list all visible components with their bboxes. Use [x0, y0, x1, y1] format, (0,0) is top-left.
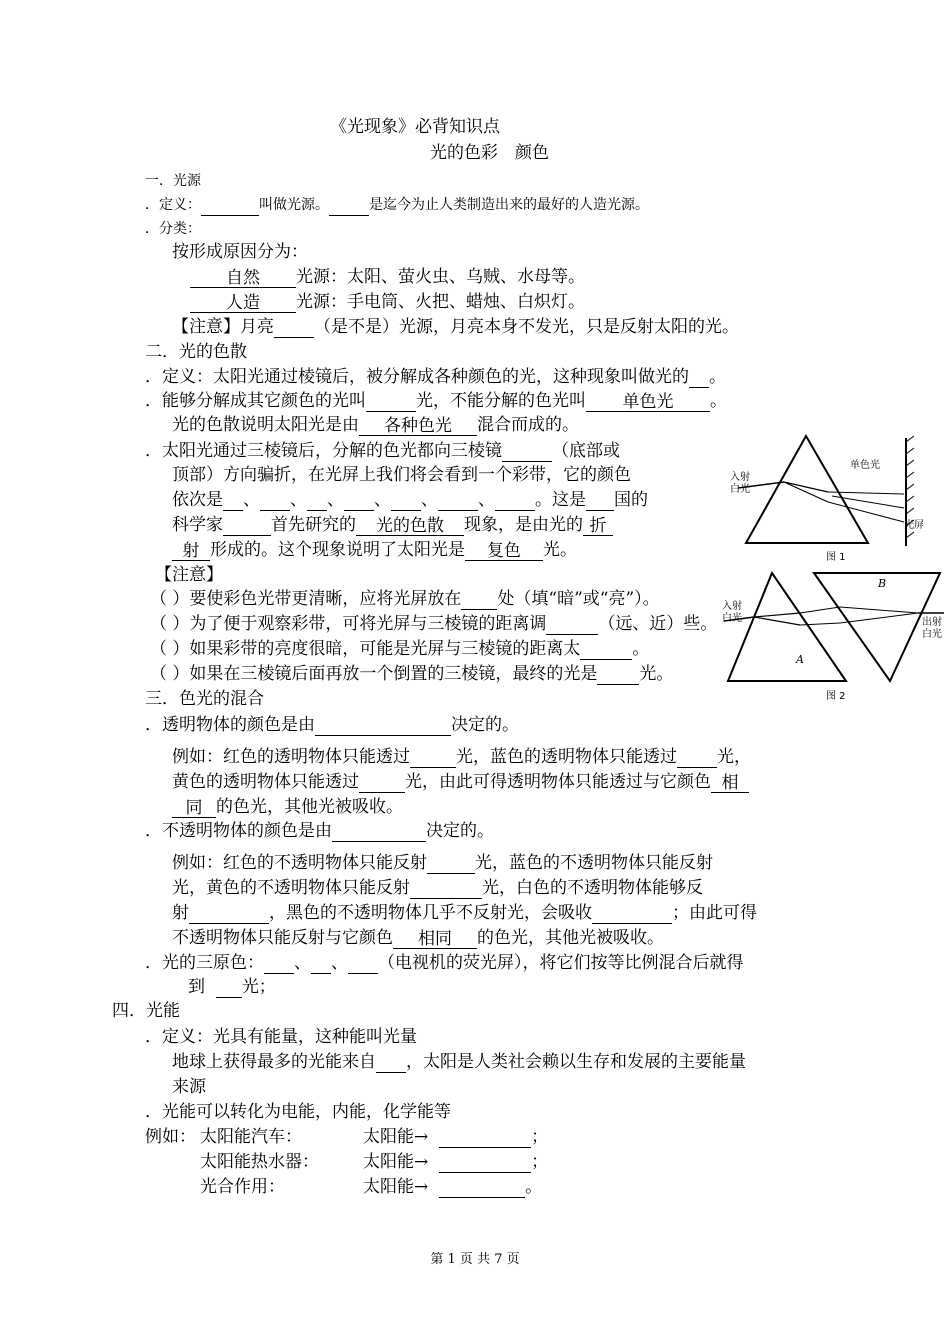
- blank: 同: [172, 797, 216, 818]
- blank: [592, 903, 672, 924]
- blank: 复色: [465, 540, 543, 561]
- blank: [189, 903, 269, 924]
- blank: [348, 953, 378, 974]
- sec3-line1: ．透明物体的颜色是由 决定的。: [145, 715, 519, 735]
- sec4-example-3: 光合作用：: [200, 1177, 285, 1197]
- blank: [344, 490, 374, 511]
- blank: 各种色光: [359, 415, 477, 436]
- blank: 人造: [190, 292, 296, 313]
- fig1-caption: 图 1: [826, 552, 846, 563]
- blank: 相: [711, 772, 749, 793]
- sec2-note: 【注意】: [155, 565, 223, 585]
- sec3-line2: 例如：红色的透明物体只能透过 光，蓝色的透明物体只能透过 光，: [172, 747, 751, 767]
- sec3-line3: 黄色的透明物体只能透过 光，由此可得透明物体只能透过与它颜色 相: [172, 771, 749, 793]
- sec4-example-label: 例如：: [145, 1127, 196, 1147]
- sec2-line5: 顶部）方向骗折，在光屏上我们将会看到一个彩带，它的颜色: [172, 465, 631, 485]
- sec1-natural: 自然 光源：太阳、萤火虫、乌贼、水母等。: [190, 266, 585, 288]
- blank: [311, 953, 331, 974]
- blank: [264, 953, 294, 974]
- fig2-out-label-2: 白光: [922, 629, 942, 640]
- blank: [359, 772, 405, 793]
- sec2-line7: 科学家 首先研究的 光的色散 现象，是由光的 折: [172, 514, 613, 536]
- sec4-line4: ．光能可以转化为电能，内能，化学能等: [145, 1102, 451, 1122]
- sec3-line10: ．光的三原色： 、 、 （电视机的荧光屏），将它们按等比例混合后就得: [145, 953, 744, 973]
- blank: [597, 664, 639, 685]
- sec1-definition: ．定义： 叫做光源。 是迄今为止人类制造出来的最好的人造光源。: [145, 194, 649, 216]
- sec3-line11: 到 光；: [188, 977, 276, 997]
- sec1-note: 【注意】月亮 （是不是）光源，月亮本身不发光，只是反射太阳的光。: [172, 317, 739, 337]
- sec2-note-4: （ ）如果在三棱镜后面再放一个倒置的三棱镜，最终的光是 光。: [150, 664, 674, 684]
- sec2-line3: 光的色散说明太阳光是由 各种色光 混合而成的。: [172, 415, 579, 436]
- sec4-example-3-answer: 太阳能→ 。: [363, 1177, 543, 1197]
- blank: [223, 490, 243, 511]
- sec2-line4: ．太阳光通过三棱镜后，分解的色光都向三棱镜 （底部或: [145, 441, 620, 461]
- sec3-line6: 例如：红色的不透明物体只能反射 光，蓝色的不透明物体只能反射: [172, 853, 713, 873]
- prism-diagram-1: [728, 428, 928, 564]
- blank: 折: [583, 515, 613, 536]
- sec3-line4: 同 的色光，其他光被吸收。: [172, 796, 403, 818]
- page-title: 《光现象》必背知识点: [330, 117, 500, 137]
- sec1-artificial: 人造 光源：手电筒、火把、蜡烛、白炽灯。: [190, 291, 585, 313]
- blank: 相同: [393, 928, 477, 949]
- section-4-heading: 四．光能: [112, 1001, 180, 1021]
- blank: 射: [172, 540, 210, 561]
- blank: [439, 1152, 531, 1173]
- sec2-line6: 依次是 、 、 、 、 、 、 。这是 国的: [172, 490, 648, 510]
- fig2-a-label: A: [796, 653, 804, 666]
- fig1-in-label-2: 白光: [730, 484, 750, 495]
- blank: [223, 515, 271, 536]
- blank: [502, 441, 552, 462]
- sec4-example-1: 太阳能汽车：: [200, 1127, 302, 1147]
- blank: [427, 853, 475, 874]
- blank: [274, 317, 314, 338]
- fig1-out-label: 单色光: [850, 460, 880, 471]
- blank: [546, 614, 598, 635]
- sec1-classification: ．分类：: [145, 221, 201, 237]
- page-footer: 第 1 页 共 7 页: [430, 1252, 520, 1267]
- sec2-line1: ．定义：太阳光通过棱镜后，被分解成各种颜色的光，这种现象叫做光的 。: [145, 367, 726, 387]
- blank: 自然: [190, 267, 296, 288]
- fig2-in-label-1: 入射: [722, 601, 742, 612]
- section-2-heading: 二．光的色散: [145, 342, 247, 362]
- blank: [410, 747, 456, 768]
- blank: [438, 490, 478, 511]
- blank: [201, 195, 259, 216]
- sec2-note-2: （ ）为了便于观察彩带，可将光屏与三棱镜的距离调 （远、近）些。: [150, 614, 718, 634]
- sec3-line8: 射 ，黑色的不透明物体几乎不反射光，会吸收 ；由此可得: [172, 903, 757, 923]
- section-1-heading: 一．光源: [145, 173, 201, 189]
- fig1-screen-label: 光屏: [904, 520, 924, 531]
- blank: [495, 490, 535, 511]
- blank: [391, 490, 421, 511]
- sec3-line7: 光，黄色的不透明物体只能反射 光，白色的不透明物体能够反: [172, 878, 703, 898]
- sec3-line9: 不透明物体只能反射与它颜色 相同 的色光，其他光被吸收。: [172, 928, 664, 949]
- sec2-note-1: （ ）要使彩色光带更清晰，应将光屏放在 处（填“暗”或“亮”）。: [150, 589, 660, 609]
- page-subtitle: 光的色彩 颜色: [430, 143, 549, 163]
- blank: [332, 821, 426, 842]
- fig2-caption: 图 2: [826, 691, 846, 702]
- sec2-note-3: （ ）如果彩带的亮度很暗，可能是光屏与三棱镜的距离太 。: [150, 639, 650, 659]
- fig2-out-label-1: 出射: [922, 617, 942, 628]
- blank: [366, 391, 416, 412]
- sec4-example-2-answer: 太阳能→ ；: [363, 1152, 549, 1172]
- blank: [439, 1177, 525, 1198]
- blank: 光的色散: [356, 515, 464, 536]
- blank: [410, 878, 482, 899]
- blank: [580, 639, 632, 660]
- sec4-example-2: 太阳能热水器：: [200, 1152, 319, 1172]
- blank: [307, 490, 327, 511]
- blank: [329, 195, 369, 216]
- fig2-b-label: B: [878, 577, 887, 590]
- blank: [689, 367, 709, 388]
- sec3-line5: ．不透明物体的颜色是由 决定的。: [145, 821, 494, 841]
- sec4-line2: 地球上获得最多的光能来自 ，太阳是人类社会赖以生存和发展的主要能量: [172, 1052, 746, 1072]
- sec1-by-cause: 按形成原因分为：: [172, 242, 308, 262]
- prism-diagram-2: [722, 567, 946, 703]
- sec4-example-1-answer: 太阳能→ ；: [363, 1127, 549, 1147]
- blank: [677, 747, 717, 768]
- fig2-in-label-2: 白光: [722, 613, 742, 624]
- sec4-line1: ．定义：光具有能量，这种能叫光量: [145, 1027, 417, 1047]
- blank: [461, 589, 497, 610]
- sec2-line2: ．能够分解成其它颜色的光叫 光，不能分解的色光叫 单色光 。: [145, 391, 727, 412]
- fig1-in-label-1: 入射: [730, 472, 750, 483]
- blank: [376, 1052, 406, 1073]
- sec4-line3: 来源: [172, 1077, 206, 1097]
- blank: [439, 1127, 531, 1148]
- blank: [260, 490, 290, 511]
- sec2-line8: 射 形成的。这个现象说明了太阳光是 复色 光。: [172, 539, 577, 561]
- blank: [216, 977, 242, 998]
- section-3-heading: 三．色光的混合: [145, 689, 264, 709]
- blank: [586, 490, 614, 511]
- blank: 单色光: [586, 391, 710, 412]
- blank: [315, 715, 451, 736]
